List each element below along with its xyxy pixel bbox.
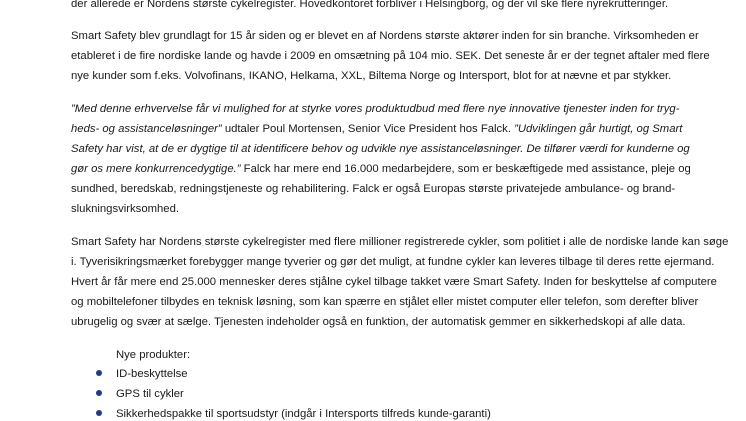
paragraph-company-line-1: Smart Safety blev grundlagt for 15 år siden og er blevet en af Nordens største aktører inden for sin branche. Virksomheden er bbox=[71, 30, 699, 42]
paragraph-register-line-3: Hvert år får mere end 25.000 mennesker deres stjålne cykel tilbage takket være Smart Safety. Inden for beskyttelse af computere bbox=[71, 276, 717, 288]
paragraph-quote-line-2 bbox=[71, 122, 682, 136]
paragraph-quote-line-4 bbox=[71, 162, 691, 176]
paragraph-intro-tail: der allerede er Nordens største cykelregister. Hovedkontoret forbliver i Helsingborg, og der vil ske flere nyrekrutteringer. bbox=[71, 0, 669, 10]
quote-segment: ”Udviklingen går hurtigt, og Smart bbox=[514, 123, 683, 135]
list-item-label: Sikkerhedspakke til sportsudstyr (indgår i Intersports tilfreds kunde-garanti) bbox=[116, 408, 491, 420]
products-heading: Nye produkter: bbox=[116, 349, 191, 361]
quote-segment: heds- og assistanceløsninger” bbox=[71, 123, 222, 135]
paragraph-quote-line-3: Safety har vist, at de er dygtige til at identificere behov og udvikle nye assistanceløsninger. De tilfører værdi for kunderne og bbox=[71, 143, 690, 155]
bullet-icon bbox=[96, 390, 102, 396]
paragraph-register-line-2: i. Tyverisikringsmærket forebygger mange tyverier og gør det muligt, at fundne cykler kan leveres tilbage til deres rette ejermand. bbox=[71, 256, 715, 268]
attribution-segment: udtaler Poul Mortensen, Senior Vice President hos Falck. bbox=[221, 123, 515, 135]
paragraph-register-line-1: Smart Safety har Nordens største cykelregister med flere millioner registrerede cykler, som politiet i alle de nordiske lande kan søge bbox=[71, 236, 729, 248]
paragraph-register-line-4: og mobiltelefoner tilbydes en teknisk løsning, som kan spærre en stjålet eller mistet computer eller telefon, som derefter bliver bbox=[71, 296, 699, 308]
bullet-icon bbox=[96, 370, 102, 376]
quote-segment: gør os mere konkurrencedygtige.” bbox=[71, 163, 241, 175]
list-item-label: GPS til cykler bbox=[116, 388, 184, 400]
paragraph-register-line-5: ubrugelig og svær at sælge. Tjenesten indeholder også en funktion, der automatisk gemmer en sikkerhedskopi af alle data. bbox=[71, 316, 686, 328]
list-item-label: ID-beskyttelse bbox=[116, 368, 188, 380]
bullet-icon bbox=[96, 410, 102, 416]
paragraph-quote-line-1: ”Med denne erhvervelse får vi mulighed for at styrke vores produktudbud med flere nye innovative tjenester inden for tryg- bbox=[71, 103, 680, 115]
body-segment: Falck har mere end 16.000 medarbejdere, som er beskæftigede med assistance, pleje og bbox=[240, 163, 691, 175]
paragraph-quote-line-6: slukningsvirksomhed. bbox=[71, 203, 179, 215]
paragraph-quote-line-5: sundhed, beredskab, redningstjeneste og rehabilitering. Falck er også Europas største privatejede ambulance- og brand- bbox=[71, 183, 676, 195]
paragraph-company-line-3: nye kunder som f.eks. Volvofinans, IKANO, Helkama, XXL, Biltema Norge og Intersport, blot for at nævne et par stykker. bbox=[71, 70, 672, 82]
paragraph-company-line-2: etableret i de fire nordiske lande og havde i 2009 en omsætning på 104 mio. SEK. Det seneste år er der tegnet aftaler med flere bbox=[71, 50, 710, 62]
